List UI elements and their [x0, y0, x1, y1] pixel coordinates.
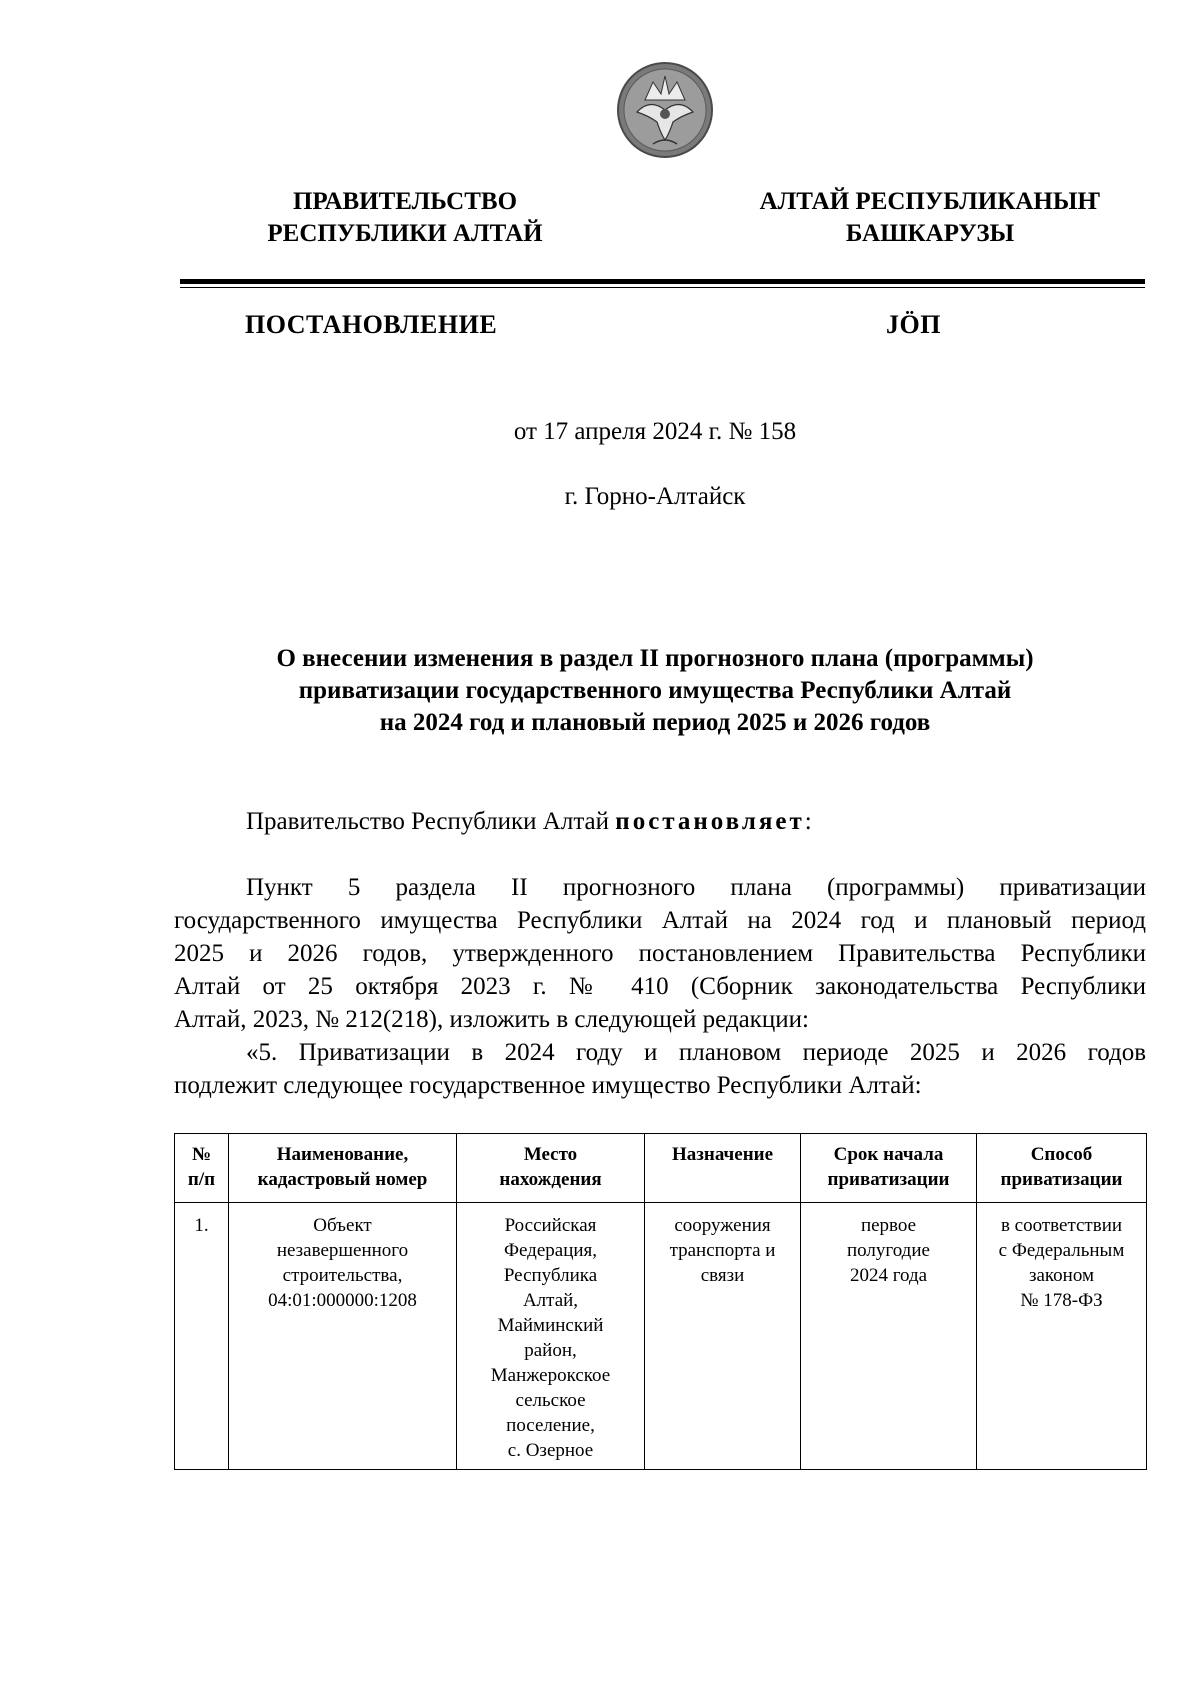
- cell-text: строительства,: [282, 1265, 403, 1286]
- title-line3: на 2024 год и плановый период 2025 и 2026 годов: [379, 709, 931, 736]
- header-text: нахождения: [499, 1169, 602, 1190]
- paragraph-line: государственного имущества Республики Алтай на 2024 год и плановый период: [174, 907, 1146, 934]
- privatization-table: [174, 1133, 1147, 1470]
- cell-text: Федерация,: [503, 1240, 598, 1261]
- cell-text: Республика: [503, 1265, 598, 1286]
- cell-text: сооружения: [674, 1215, 771, 1236]
- header-term: [801, 1134, 977, 1203]
- header-text: Назначение: [671, 1144, 774, 1165]
- government-resolves: [246, 808, 812, 836]
- cell-number: 1.: [175, 1203, 229, 1470]
- gov-suffix: :: [804, 808, 812, 835]
- paragraph-line: «5. Приватизации в 2024 году и плановом периоде 2025 и 2026 годов: [246, 1039, 1146, 1066]
- table-row: [175, 1203, 1147, 1470]
- paragraph-line: 2025 и 2026 годов, утвержденного постановлением Правительства Республики: [174, 940, 1146, 967]
- cell-text: Майминский: [497, 1315, 604, 1336]
- org-right-line1: АЛТАЙ РЕСПУБЛИКАНЫҤ: [759, 188, 1101, 215]
- header-text: Способ: [1030, 1144, 1093, 1165]
- coat-of-arms-icon: [615, 60, 715, 160]
- header-location: [457, 1134, 645, 1203]
- gov-keyword: постановляет: [615, 808, 805, 835]
- header-text: №: [191, 1144, 212, 1165]
- cell-text: Российская: [504, 1215, 597, 1236]
- decree-type-russian: ПОСТАНОВЛЕНИЕ: [245, 310, 498, 339]
- header-divider-thick: [180, 279, 1145, 284]
- org-left-line1: ПРАВИТЕЛЬСТВО: [292, 188, 518, 215]
- org-name-altai: [735, 186, 1125, 250]
- paragraph-line: Алтай, 2023, № 212(218), изложить в следующей редакции:: [174, 1006, 809, 1033]
- header-method: [977, 1134, 1147, 1203]
- org-left-line2: РЕСПУБЛИКИ АЛТАЙ: [267, 220, 543, 247]
- cell-text: Алтай,: [522, 1290, 579, 1311]
- cell-text: первое: [860, 1215, 917, 1236]
- decree-title: [150, 643, 1160, 739]
- cell-method: [977, 1203, 1147, 1470]
- gov-prefix: Правительство Республики Алтай: [246, 808, 610, 835]
- header-name: [229, 1134, 457, 1203]
- org-right-line2: БАШКАРУЗЫ: [845, 220, 1015, 247]
- header-text: Место: [523, 1144, 578, 1165]
- cell-text: с. Озерное: [507, 1440, 594, 1461]
- cell-text: законом: [1028, 1265, 1095, 1286]
- cell-text: полугодие: [847, 1240, 930, 1261]
- paragraph-line: Пункт 5 раздела II прогнозного плана (программы) приватизации: [246, 874, 1146, 901]
- cell-text: поселение,: [506, 1415, 595, 1436]
- title-line2: приватизации государственного имущества Республики Алтай: [298, 677, 1012, 704]
- cell-name: [229, 1203, 457, 1470]
- decree-type-altai: JÖП: [886, 310, 941, 339]
- cell-text: сельское: [515, 1390, 586, 1411]
- cell-text: № 178-ФЗ: [1020, 1290, 1103, 1311]
- cell-text: связи: [700, 1265, 745, 1286]
- header-divider-thin: [180, 287, 1145, 288]
- cell-term: [801, 1203, 977, 1470]
- cell-text: транспорта и: [669, 1240, 776, 1261]
- paragraph-item-5: [174, 1036, 1146, 1102]
- header-text: Наименование,: [276, 1144, 409, 1165]
- paragraph-line: Алтай от 25 октября 2023 г. № 410 (Сборник законодательства Республики: [174, 973, 1146, 1000]
- header-text: кадастровый номер: [257, 1169, 428, 1190]
- header-text: приватизации: [1000, 1169, 1123, 1190]
- header-text: Срок начала: [833, 1144, 944, 1165]
- cell-text: в соответствии: [1000, 1215, 1123, 1236]
- decree-city: г. Горно-Алтайск: [564, 483, 746, 510]
- cell-text: район,: [524, 1340, 577, 1361]
- paragraph-amendment: [174, 871, 1146, 1036]
- header-text: п/п: [187, 1169, 216, 1190]
- org-name-russian: [240, 186, 570, 250]
- header-text: приватизации: [827, 1169, 950, 1190]
- paragraph-line: подлежит следующее государственное имущество Республики Алтай:: [174, 1072, 922, 1099]
- cell-text: 2024 года: [849, 1265, 928, 1286]
- cell-location: [457, 1203, 645, 1470]
- cell-text: Манжерокское: [490, 1365, 611, 1386]
- cell-purpose: [645, 1203, 801, 1470]
- cell-text: Объект: [313, 1215, 372, 1236]
- title-line1: О внесении изменения в раздел II прогнозного плана (программы): [276, 645, 1034, 672]
- cell-text: с Федеральным: [998, 1240, 1125, 1261]
- table-header-row: [175, 1134, 1147, 1203]
- decree-date-number: от 17 апреля 2024 г. № 158: [513, 418, 797, 445]
- cell-text: 04:01:000000:1208: [268, 1290, 417, 1311]
- cell-text: незавершенного: [276, 1240, 409, 1261]
- header-number: [175, 1134, 229, 1203]
- header-purpose: [645, 1134, 801, 1203]
